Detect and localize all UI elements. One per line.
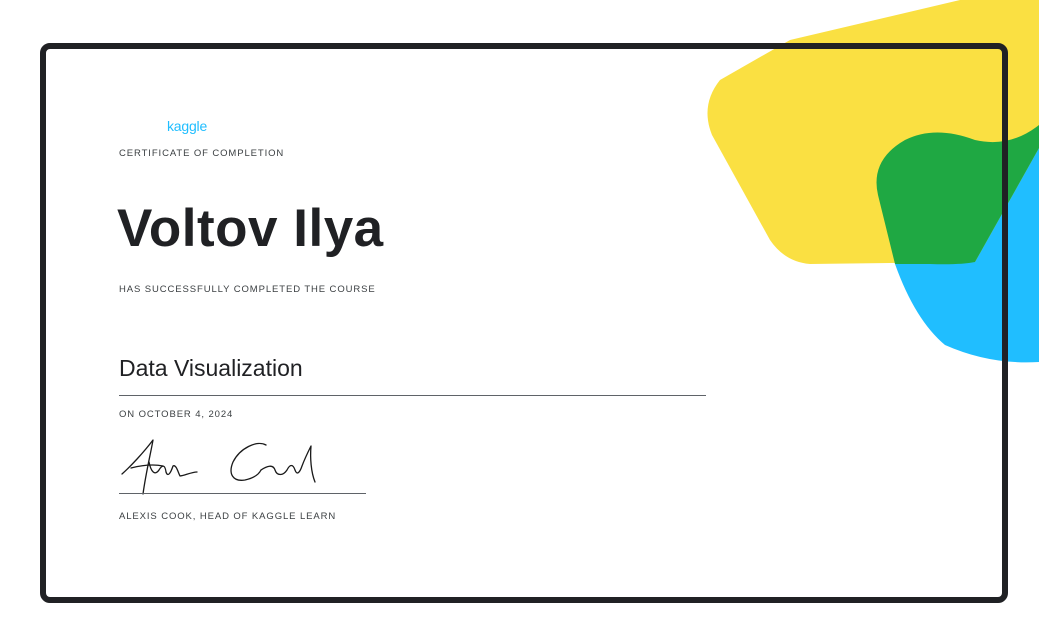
signature-image bbox=[119, 432, 329, 496]
completion-statement: HAS SUCCESSFULLY COMPLETED THE COURSE bbox=[119, 284, 376, 295]
signer-name: ALEXIS COOK, HEAD OF KAGGLE LEARN bbox=[119, 511, 337, 522]
kaggle-logo: kaggle bbox=[167, 118, 208, 134]
certificate-title: CERTIFICATE OF COMPLETION bbox=[119, 148, 285, 159]
signature-divider bbox=[119, 493, 366, 494]
recipient-name: Voltov Ilya bbox=[117, 199, 384, 258]
completion-date: ON OCTOBER 4, 2024 bbox=[119, 409, 234, 420]
course-divider bbox=[119, 395, 706, 396]
course-name: Data Visualization bbox=[119, 355, 303, 381]
